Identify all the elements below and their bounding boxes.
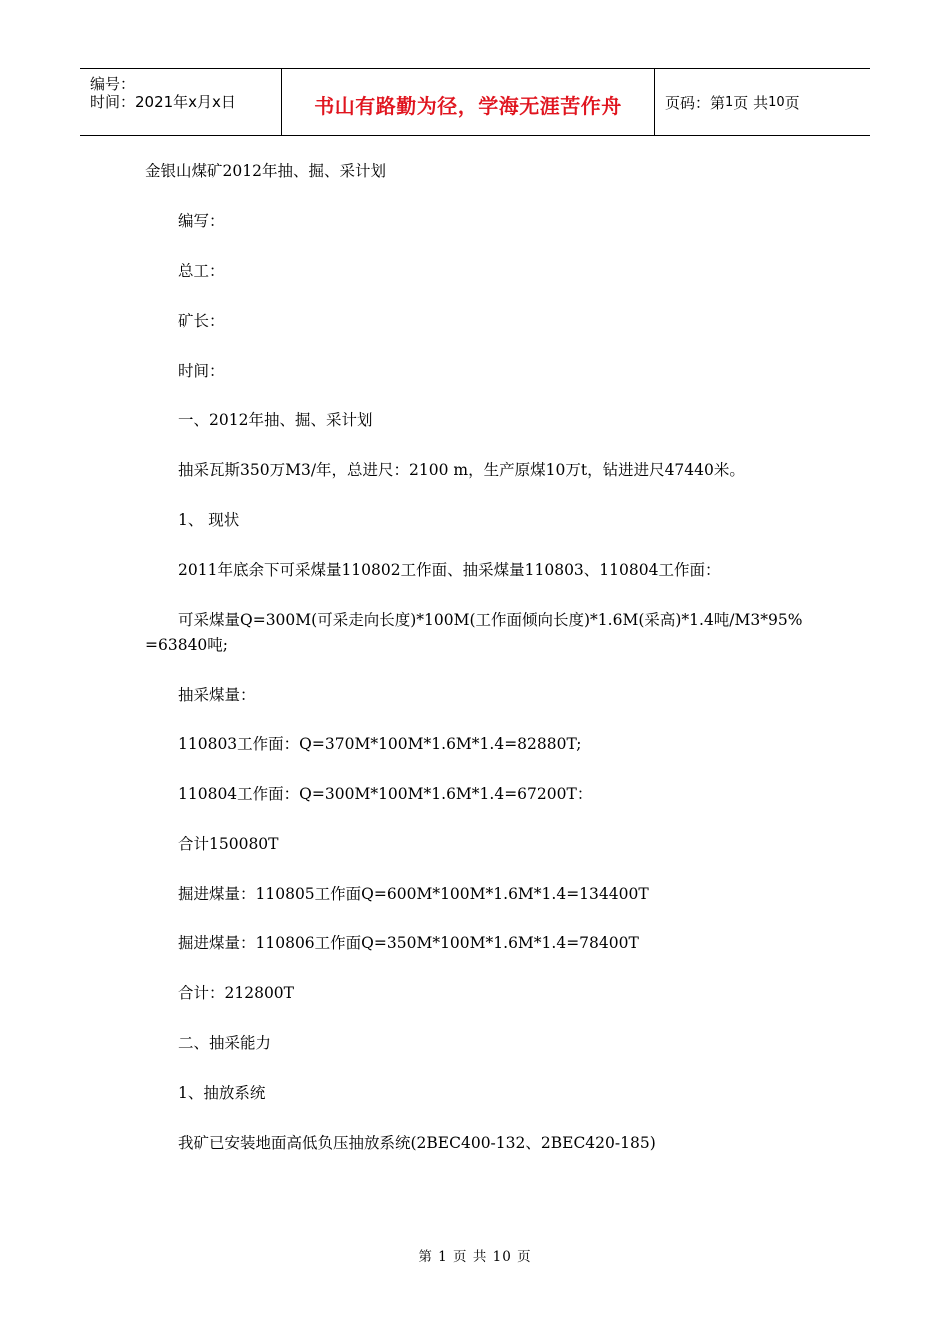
page-current: 1: [725, 94, 734, 110]
page-total: 10: [768, 94, 785, 110]
header-meta-cell: [80, 69, 282, 135]
author-line: 编写：: [178, 212, 225, 230]
subsection-status: 1、 现状: [178, 511, 240, 529]
formula-line-2: =63840吨;: [145, 636, 229, 654]
dig-110805-line: 掘进煤量：110805工作面Q=600M*100M*1.6M*1.4=134400T: [178, 885, 649, 903]
system-paragraph: 我矿已安装地面高低负压抽放系统(2BEC400-132、2BEC420-185): [178, 1134, 656, 1152]
total-dig-line: 合计：212800T: [178, 984, 295, 1002]
page-header: [80, 68, 870, 136]
section-heading-2: 二、抽采能力: [178, 1034, 272, 1052]
total-extract-line: 合计150080T: [178, 835, 279, 853]
face-110803-line: 110803工作面：Q=370M*100M*1.6M*1.4=82880T;: [178, 735, 582, 753]
header-motto-cell: [282, 69, 655, 135]
extract-label: 抽采煤量：: [178, 686, 256, 704]
director-line: 矿长：: [178, 312, 225, 330]
chief-engineer-line: 总工：: [178, 262, 225, 280]
summary-paragraph: 抽采瓦斯350万M3/年，总进尺：2100 m，生产原煤10万t，钻进进尺47440米。: [178, 461, 745, 479]
remaining-paragraph: 2011年底余下可采煤量110802工作面、抽采煤量110803、110804工作面：: [178, 561, 721, 579]
header-page-cell: [655, 69, 870, 135]
section-heading-1: 一、2012年抽、掘、采计划: [178, 411, 373, 429]
number-label: 编号：: [90, 75, 136, 93]
formula-line-1: 可采煤量Q=300M(可采走向长度)*100M(工作面倾向长度)*1.6M(采高)*1.4吨/M3*95%: [178, 611, 803, 629]
dig-110806-line: 掘进煤量：110806工作面Q=350M*100M*1.6M*1.4=78400T: [178, 934, 639, 952]
page-mid: 页 共: [733, 93, 769, 112]
page-footer: 第 1 页 共 10 页: [418, 1249, 532, 1265]
page-prefix: 页码：第: [665, 93, 726, 112]
document-title: 金银山煤矿2012年抽、掘、采计划: [145, 162, 386, 180]
face-110804-line: 110804工作面：Q=300M*100M*1.6M*1.4=67200T：: [178, 785, 593, 803]
subsection-system: 1、抽放系统: [178, 1084, 266, 1102]
page-suffix: 页: [784, 93, 800, 112]
time-line: 时间：: [178, 362, 225, 380]
time-label: 时间：2021年x月x日: [90, 93, 236, 111]
motto-text: 书山有路勤为径，学海无涯苦作舟: [314, 93, 622, 118]
